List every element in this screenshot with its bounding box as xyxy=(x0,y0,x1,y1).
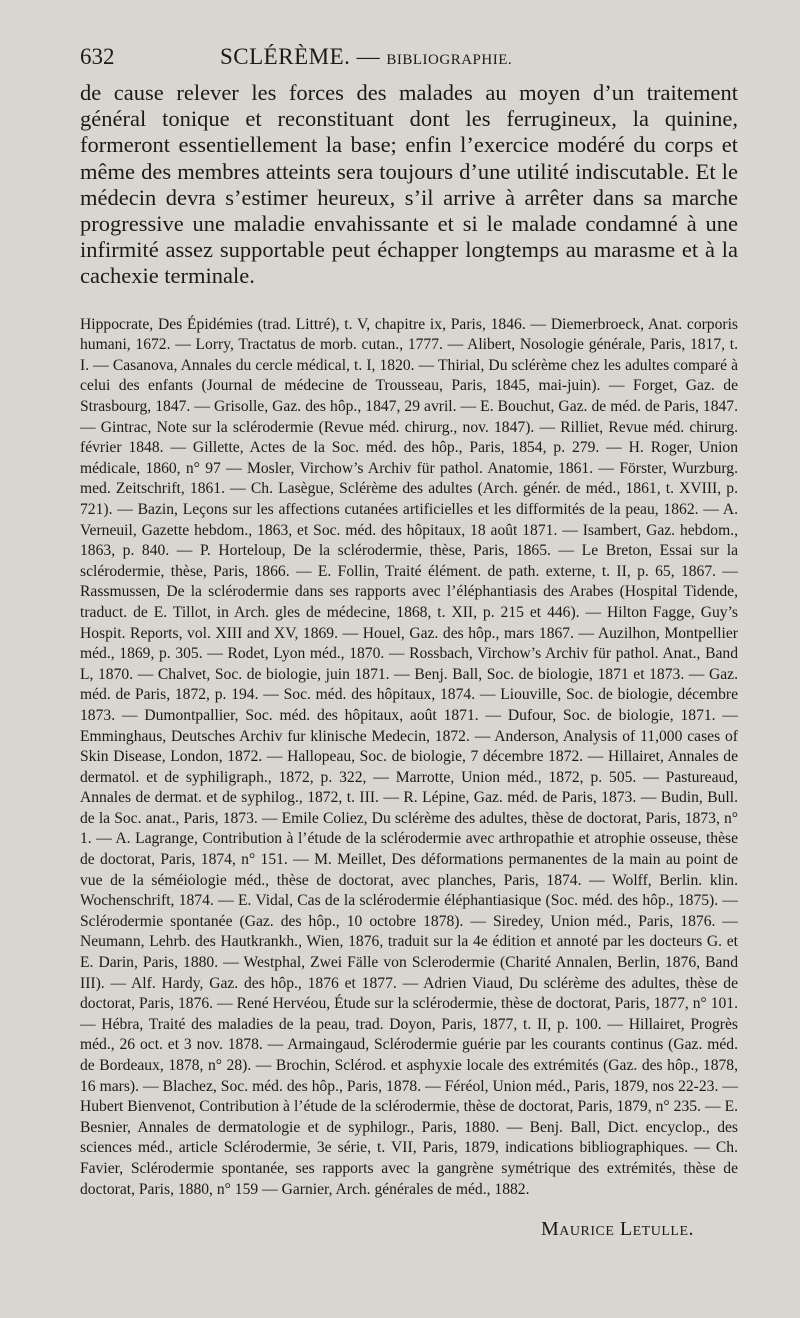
running-title xyxy=(220,44,512,70)
bibliography xyxy=(80,315,738,1201)
author-signature: Maurice Letulle. xyxy=(541,1218,694,1240)
bibliography-text: Hippocrate, Des Épidémies (trad. Littré), t. V, chapitre ix, Paris, 1846. — Diemerbroeck, Anat. corporis humani, 1672. — Lorry, Tractatus de morb. cutan., 1777. — Alibert, Nosologie générale, Paris, 1817, t. I. — Casanova, Annales du cercle médical, t. I, 1820. — Thirial, Du sclérème chez les adultes comparé à celui des enfants (Journal de médecine de Trousseau, Paris, 1845, mai-juin). — Forget, Gaz. de Strasbourg, 1847. — Grisolle, Gaz. des hôp., 1847, 29 avril. — E. Bouchut, Gaz. de méd. de Paris, 1847. — Gintrac, Note sur la sclérodermie (Revue méd. chirurg., nov. 1847). — Rilliet, Revue méd. chirurg. février 1848. — Gillette, Actes de la Soc. méd. des hôp., Paris, 1854, p. 279. — H. Roger, Union médicale, 1860, n° 97 — Mosler, Virchow’s Archiv für pathol. Anatomie, 1861. — Förster, Wurzburg. med. Zeitschrift, 1861. — Ch. Lasègue, Sclérème des adultes (Arch. génér. de méd., 1861, t. XVIII, p. 721). — Bazin, Leçons sur les affections cutanées artificielles et les difformités de la peau, 1862. — A. Verneuil, Gazette hebdom., 1863, et Soc. méd. des hôpitaux, 18 août 1871. — Isambert, Gaz. hebdom., 1863, p. 840. — P. Horteloup, De la sclérodermie, thèse, Paris, 1865. — Le Breton, Essai sur la sclérodermie, thèse, Paris, 1866. — E. Follin, Traité élément. de path. externe, t. II, p. 65, 1867. — Rassmussen, De la sclérodermie dans ses rapports avec l’éléphantiasis des Arabes (Hospital Tidende, traduct. de E. Tillot, in Arch. gles de médecine, 1868, t. XII, p. 215 et 446). — Hilton Fagge, Guy’s Hospit. Reports, vol. XIII and XV, 1869. — Houel, Gaz. des hôp., mars 1867. — Auzilhon, Montpellier méd., 1869, p. 305. — Rodet, Lyon méd., 1870. — Rossbach, Virchow’s Archiv für pathol. Anat., Band L, 1870. — Chalvet, Soc. de biologie, juin 1871. — Benj. Ball, Soc. de biologie, 1871 et 1873. — Gaz. méd. de Paris, 1872, p. 194. — Soc. méd. des hôpitaux, 1874. — Liouville, Soc. de biologie, décembre 1873. — Dumontpallier, Soc. méd. des hôpitaux, août 1871. — Dufour, Soc. de biologie, 1871. — Emminghaus, Deutsches Archiv fur klinische Medecin, 1872. — Anderson, Analysis of 11,000 cases of Skin Disease, London, 1872. — Hallopeau, Soc. de biologie, 7 décembre 1872. — Hillairet, Annales de dermatol. et de syphiligraph., 1872, p. 322, — Marrotte, Union méd., 1872, p. 505. — Pastureaud, Annales de dermat. et de syphilog., 1872, t. III. — R. Lépine, Gaz. méd. de Paris, 1873. — Budin, Bull. de la Soc. anat., Paris, 1873. — Emile Coliez, Du sclérème des adultes, thèse de doctorat, Paris, 1873, n° 1. — A. Lagrange, Contribution à l’étude de la sclérodermie avec arthropathie et atrophie osseuse, thèse de doctorat, Paris, 1874, n° 151. — M. Meillet, Des déformations permanentes de la main au point de vue de la séméiologie méd., thèse de doctorat, avec planches, Paris, 1874. — Wolff, Berlin. klin. Wochenschrift, 1874. — E. Vidal, Cas de la sclérodermie éléphantiasique (Soc. méd. des hôp., 1875). — Sclérodermie spontanée (Gaz. des hôp., 10 octobre 1878). — Siredey, Union méd., Paris, 1876. — Neumann, Lehrb. des Hautkrankh., Wien, 1876, traduit sur la 4e édition et annoté par les docteurs G. et E. Darin, Paris, 1880. — Westphal, Zwei Fälle von Sclerodermie (Charité Annalen, Berlin, 1876, Band III). — Alf. Hardy, Gaz. des hôp., 1876 et 1877. — Adrien Viaud, Du sclérème des adultes, thèse de doctorat, Paris, 1876. — René Hervéou, Étude sur la sclérodermie, thèse de doctorat, Paris, 1877, n° 101. — Hébra, Traité des maladies de la peau, trad. Doyon, Paris, 1877, t. II, p. 100. — Hillairet, Progrès méd., 26 oct. et 3 nov. 1878. — Armaingaud, Sclérodermie guérie par les courants continus (Gaz. méd. de Bordeaux, 1878, n° 28). — Brochin, Sclérod. et asphyxie locale des extrémités (Gaz. des hôp., 1878, 16 mars). — Blachez, Soc. méd. des hôp., Paris, 1878. — Féréol, Union méd., Paris, 1879, nos 22-23. — Hubert Bienvenot, Contribution à l’étude de la sclérodermie, thèse de doctorat, Paris, 1879, n° 235. — E. Besnier, Annales de dermatologie et de syphilogr., Paris, 1880. — Benj. Ball, Dict. encyclop., des sciences méd., article Sclérodermie, 3e série, t. VII, Paris, 1879, indications bibliographiques. — Ch. Favier, Sclérodermie spontanée, ses rapports avec la gangrène symétrique des extrémités, thèse de doctorat, Paris, 1880, n° 159 — Garnier, Arch. générales de méd., 1882. xyxy=(80,315,738,1198)
body-paragraph: de cause relever les forces des malades au moyen d’un traitement général tonique et reconstituant dont les ferrugineux, la quinine, formeront essentiellement la base; enfin l’exercice modéré du corps et même des membres atteints sera toujours d’une utilité indiscutable. Et le médecin devra s’estimer heureux, s’il arrive à arrêter dans sa marche progressive une maladie envahissante et si le malade condamné à une infirmité assez supportable peut échapper longtemps au marasme et à la cachexie terminale. xyxy=(80,80,738,289)
running-title-sub: BIBLIOGRAPHIE. xyxy=(386,52,513,68)
running-header xyxy=(80,44,738,80)
page-number: 632 xyxy=(80,44,115,69)
running-title-main: SCLÉRÈME. — xyxy=(220,44,381,69)
